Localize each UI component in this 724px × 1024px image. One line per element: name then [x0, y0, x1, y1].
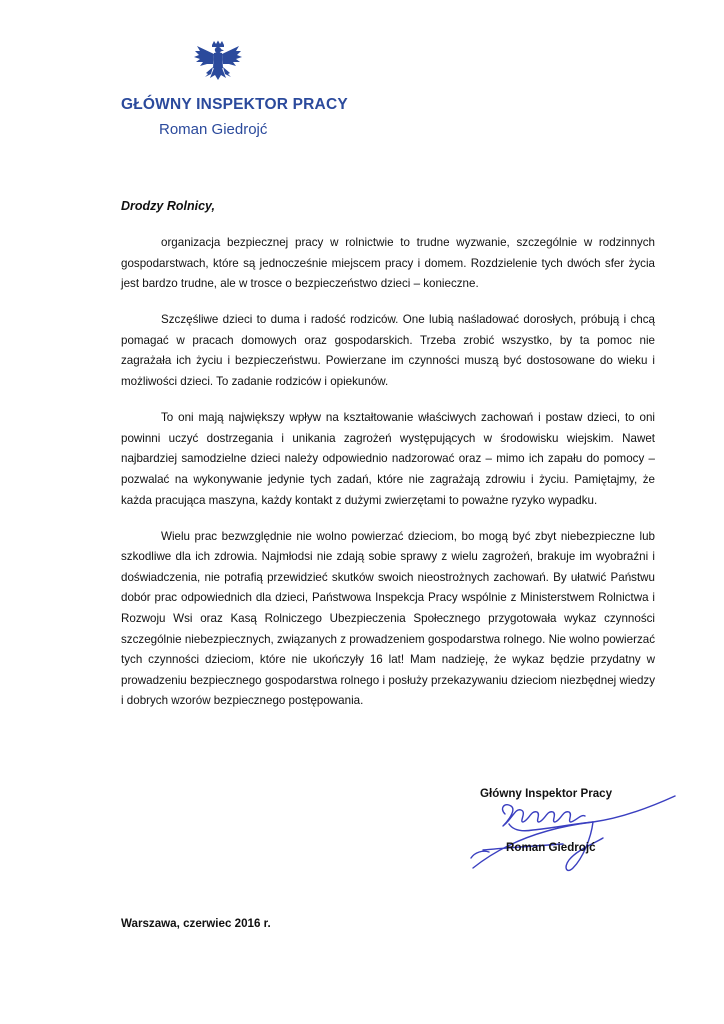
letterhead-name: Roman Giedrojć	[159, 121, 268, 138]
paragraph-4: Wielu prac bezwzględnie nie wolno powierzać dzieciom, bo mogą być zbyt niebezpieczne lub szkodliwe dla ich zdrowia. Najmłodsi nie zdają sobie sprawy z wielu zagrożeń, brakuje im wyobraźni i doświadczenia, nie potrafią przewidzieć skutków swoich nieostrożnych zachowań. By ułatwić Państwu dobór prac odpowiednich dla dzieci, Państwowa Inspekcja Pracy wspólnie z Ministerstwem Rolnictwa i Rozwoju Wsi oraz Kasą Rolniczego Ubezpieczenia Społecznego przygotowała wykaz czynności szczególnie niebezpiecznych, związanych z prowadzeniem gospodarstwa rolnego. Nie wolno powierzać tych czynności dzieciom, które nie ukończyły 16 lat! Mam nadzieję, że wykaz będzie przydatny w prowadzeniu bezpiecznego gospodarstwa rolnego i posłuży przekazywaniu dzieciom niezbędnej wiedzy i dobrych wzorów bezpiecznego postępowania.	[121, 529, 655, 708]
signatory-name: Roman Giedrojć	[506, 841, 596, 854]
paragraph-3: To oni mają największy wpływ na kształtowanie właściwych zachowań i postaw dzieci, to oni powinni uczyć dostrzegania i unikania zagrożeń występujących w środowisku wiejskim. Nawet najbardziej samodzielne dzieci należy odpowiednio nadzorować oraz – mimo ich zapału do pomocy – pozwalać na wykonywanie jedynie tych zadań, które nie zagrażają zdrowiu i życiu. Pamiętajmy, że każda pracująca maszyna, każdy kontakt z dużymi zwierzętami to poważne ryzyko wypadku.	[121, 411, 655, 507]
letterhead-title: GŁÓWNY INSPEKTOR PRACY	[121, 96, 348, 113]
polish-eagle-icon	[193, 40, 243, 90]
letter-body	[121, 233, 655, 727]
handwritten-signature	[443, 788, 678, 878]
paragraph-2: Szczęśliwe dzieci to duma i radość rodziców. One lubią naśladować dorosłych, próbują i chcą pomagać w pracach domowych oraz gospodarskich. Trzeba zrobić wszystko, by ta pomoc nie zagrażała ich życiu i bezpieczeństwu. Powierzane im czynności muszą być dostosowane do wieku i możliwości dzieci. To zadanie rodziców i opiekunów.	[121, 313, 655, 389]
paragraph-1: organizacja bezpiecznej pracy w rolnictwie to trudne wyzwanie, szczególnie w rodzinnych gospodarstwach, które są jednocześnie miejscem pracy i domem. Rozdzielenie tych dwóch sfer życia jest bardzo trudne, ale w trosce o bezpieczeństwo dzieci – konieczne.	[121, 236, 655, 291]
greeting: Drodzy Rolnicy,	[121, 199, 215, 213]
place-and-date: Warszawa, czerwiec 2016 r.	[121, 917, 271, 930]
signature-block	[475, 784, 675, 874]
signatory-role: Główny Inspektor Pracy	[480, 787, 613, 800]
